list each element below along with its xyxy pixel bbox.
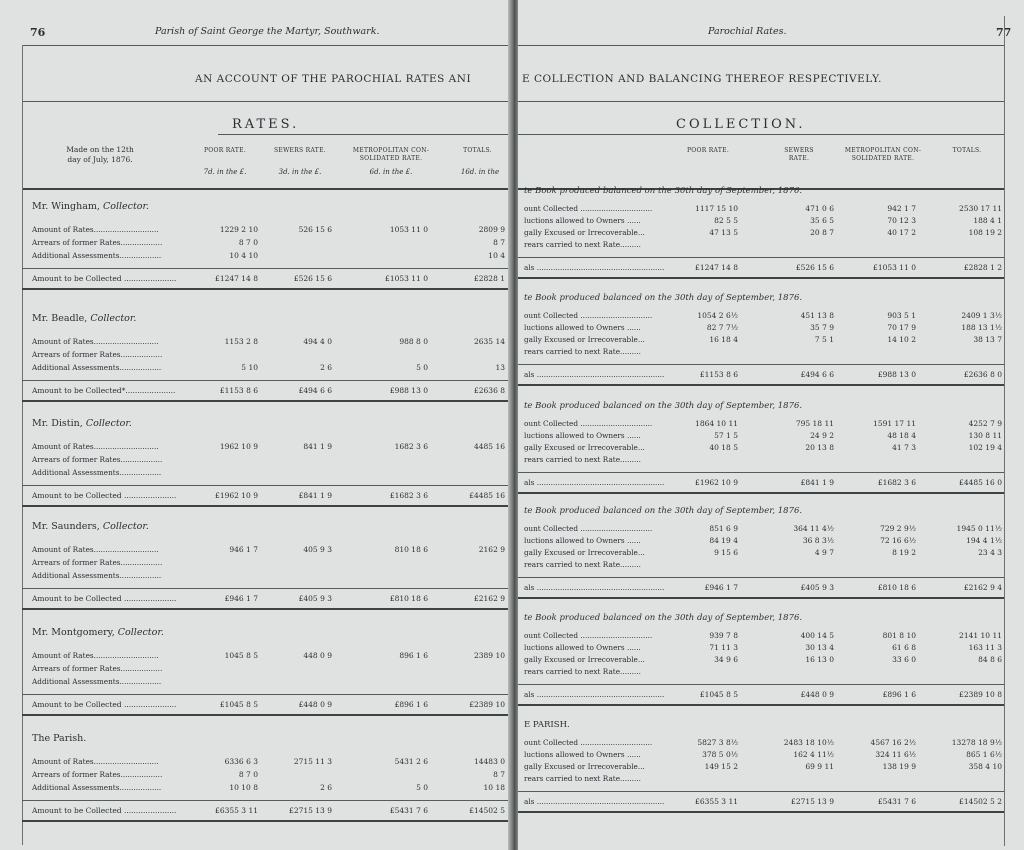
total-value: £5431 7 6 [389,806,428,815]
cell-value: 84 19 4 [709,536,738,545]
cell-value: 2530 17 11 [959,204,1002,213]
total-value: £1247 14 8 [215,274,258,283]
collector-surname: Mr. Distin, [32,418,83,429]
col-head-poor: POOR RATE. [203,147,247,154]
cell-value: 35 7 9 [810,323,834,332]
total-value: £2715 13 9 [289,806,332,815]
cell-value: 9 15 6 [714,548,738,557]
balance-note: te Book produced balanced on the 30th day of September, 1876. [524,401,803,411]
total-value: £1962 10 9 [215,491,258,500]
collector-name [32,313,136,324]
total-value: £1962 10 9 [695,478,738,487]
total-value: £988 13 0 [389,386,428,395]
cell-value: 1045 8 5 [224,651,258,660]
cell-value: 2715 11 3 [293,757,332,766]
cell-value: 1229 2 10 [219,225,258,234]
cell-value: 448 0 9 [303,651,332,660]
cell-value: 14483 0 [473,757,505,766]
total-value: £841 1 9 [800,478,834,487]
amount-to-be-collected: Amount to be Collected ...................... [32,491,177,500]
block-end-rule [518,704,1004,706]
totals-label: als ....................................................... [524,583,665,592]
collector-role: Collector. [102,521,149,532]
collection-heading: COLLECTION. [676,117,806,132]
block-rule [518,257,1004,258]
row-label: rears carried to next Rate......... [524,560,641,569]
cell-value: 2809 9 [478,225,505,234]
total-value: £1153 8 6 [219,386,258,395]
cell-value: 865 1 6½ [966,750,1002,759]
cell-value: 364 11 4½ [793,524,834,533]
cell-value: 13278 18 9½ [951,738,1002,747]
amount-to-be-collected: Amount to be Collected ...................... [32,594,177,603]
cell-value: 4252 7 9 [968,419,1002,428]
total-value: £6355 3 11 [695,797,738,806]
cell-value: 851 6 9 [709,524,738,533]
cell-value: 23 4 3 [978,548,1002,557]
header-bottom-rule [22,188,510,190]
cell-value: 2162 9 [478,545,505,554]
block-end-rule [518,597,1004,599]
rate-totals: 16d. in the [460,168,500,176]
cell-value: 24 9 2 [810,431,834,440]
collector-name [32,521,149,532]
collector-surname: The Parish. [32,733,87,744]
cell-value: 8 7 0 [238,770,258,779]
cell-value: 4567 16 2½ [870,738,916,747]
cell-value: 20 13 8 [805,443,834,452]
balance-note: te Book produced balanced on the 30th day of September, 1876. [524,186,803,196]
cell-value: 494 4 0 [303,337,332,346]
cell-value: 1117 15 10 [695,204,738,213]
amount-to-be-collected: Amount to be Collected ...................... [32,806,177,815]
block-rule [518,364,1004,365]
balance-note: te Book produced balanced on the 30th day of September, 1876. [524,613,803,623]
total-value: £2389 10 [469,700,505,709]
cell-value: 10 10 8 [229,783,258,792]
col-head-sewers: SEWERS RATE. [784,147,814,162]
cell-value: 1864 10 11 [695,419,738,428]
cell-value: 108 19 2 [968,228,1002,237]
cell-value: 810 18 6 [394,545,428,554]
total-value: £988 13 0 [877,370,916,379]
row-label: Amount of Rates............................ [32,337,159,346]
section-rule [518,134,1004,135]
cell-value: 8 19 2 [892,548,916,557]
total-value: £5431 7 6 [877,797,916,806]
cell-value: 841 1 9 [303,442,332,451]
row-label: Additional Assessments.................. [32,677,162,686]
cell-value: 1153 2 8 [224,337,258,346]
row-label: rears carried to next Rate......... [524,774,641,783]
row-label: Additional Assessments.................. [32,363,162,372]
cell-value: 194 4 1½ [966,536,1002,545]
total-value: £1045 8 5 [699,690,738,699]
cell-value: 4485 16 [473,442,505,451]
right-border [1004,16,1005,846]
header-rule [22,45,510,46]
block-end-rule [518,277,1004,279]
amount-to-be-collected: Amount to be Collected ...................... [32,274,177,283]
made-on-note: Made on the 12th day of July, 1876. [66,145,134,164]
cell-value: 102 19 4 [968,443,1002,452]
total-value: £1045 8 5 [219,700,258,709]
cell-value: 71 11 3 [709,643,738,652]
title-rule [518,101,1004,102]
block-rule [22,485,510,486]
row-label: Amount of Rates............................ [32,442,159,451]
total-value: £526 15 6 [293,274,332,283]
running-head: Parochial Rates. [708,26,787,37]
cell-value: 70 17 9 [887,323,916,332]
row-label: gally Excused or Irrecoverable... [524,335,645,344]
block-rule [518,684,1004,685]
cell-value: 41 7 3 [892,443,916,452]
row-label: ount Collected ............................... [524,631,653,640]
cell-value: 400 14 5 [800,631,834,640]
row-label: rears carried to next Rate......... [524,455,641,464]
row-label: Arrears of former Rates.................. [32,455,163,464]
row-label: Additional Assessments.................. [32,571,162,580]
cell-value: 801 8 10 [882,631,916,640]
left-page [0,0,510,850]
row-label: gally Excused or Irrecoverable... [524,443,645,452]
block-rule [22,800,510,801]
row-label: Additional Assessments.................. [32,468,162,477]
header-rule [518,45,1004,46]
total-value: £2828 1 [473,274,505,283]
total-value: £14502 5 [469,806,505,815]
total-value: £810 18 6 [389,594,428,603]
totals-label: als ....................................................... [524,263,665,272]
amount-to-be-collected: Amount to be Collected ...................... [32,700,177,709]
row-label: gally Excused or Irrecoverable... [524,228,645,237]
cell-value: 378 5 0½ [702,750,738,759]
cell-value: 69 9 11 [805,762,834,771]
balance-note: E PARISH. [524,720,570,730]
cell-value: 2483 18 10½ [783,738,834,747]
block-end-rule [22,505,510,507]
cell-value: 795 18 11 [795,419,834,428]
cell-value: 4 9 7 [814,548,834,557]
row-label: rears carried to next Rate......... [524,667,641,676]
total-value: £2162 9 [473,594,505,603]
cell-value: 358 4 10 [968,762,1002,771]
cell-value: 5 0 [416,363,428,372]
block-rule [518,577,1004,578]
col-head-metropolitan: METROPOLITAN CON- SOLIDATED RATE. [844,147,922,162]
block-end-rule [518,811,1004,813]
balance-note: te Book produced balanced on the 30th day of September, 1876. [524,506,803,516]
total-value: £946 1 7 [224,594,258,603]
cell-value: 8 7 0 [238,238,258,247]
col-head-sewers: SEWERS RATE. [274,147,326,154]
collector-name [32,733,86,744]
cell-value: 1962 10 9 [219,442,258,451]
rates-heading: RATES. [232,117,300,132]
left-border [22,45,23,845]
block-end-rule [22,288,510,290]
cell-value: 16 18 4 [709,335,738,344]
cell-value: 942 1 7 [887,204,916,213]
row-label: ount Collected ............................... [524,311,653,320]
row-label: luctions allowed to Owners ...... [524,431,641,440]
totals-label: als ....................................................... [524,797,665,806]
cell-value: 61 6 8 [892,643,916,652]
row-label: Additional Assessments.................. [32,251,162,260]
cell-value: 14 10 2 [887,335,916,344]
cell-value: 1945 0 11½ [956,524,1002,533]
cell-value: 57 1 5 [714,431,738,440]
collector-surname: Mr. Beadle, [32,313,88,324]
rate-metropolitan: 6d. in the £. [369,168,413,176]
total-value: £1053 11 0 [873,263,916,272]
total-value: £896 1 6 [394,700,428,709]
row-label: luctions allowed to Owners ...... [524,323,641,332]
totals-label: als ....................................................... [524,478,665,487]
total-value: £494 6 6 [298,386,332,395]
total-value: £2162 9 4 [963,583,1002,592]
total-value: £405 9 3 [298,594,332,603]
block-end-rule [518,384,1004,386]
running-head: Parish of Saint George the Martyr, Southwark. [155,26,380,37]
rate-poor: 7d. in the £. [203,168,247,176]
cell-value: 16 13 0 [805,655,834,664]
balance-note: te Book produced balanced on the 30th day of September, 1876. [524,293,803,303]
cell-value: 903 5 1 [887,311,916,320]
cell-value: 8 7 [493,238,505,247]
total-value: £2389 10 8 [959,690,1002,699]
cell-value: 8 7 [493,770,505,779]
block-rule [518,472,1004,473]
cell-value: 48 18 4 [887,431,916,440]
total-value: £2636 8 0 [963,370,1002,379]
rate-sewers: 3d. in the £. [278,168,322,176]
cell-value: 10 4 [488,251,505,260]
collector-surname: Mr. Saunders, [32,521,100,532]
block-rule [22,380,510,381]
total-value: £1682 3 6 [877,478,916,487]
cell-value: 188 13 1½ [961,323,1002,332]
row-label: gally Excused or Irrecoverable... [524,548,645,557]
col-head-totals: TOTALS. [463,147,492,154]
total-value: £14502 5 2 [959,797,1002,806]
cell-value: 526 15 6 [298,225,332,234]
cell-value: 988 8 0 [399,337,428,346]
section-rule [218,134,510,135]
cell-value: 130 8 11 [968,431,1002,440]
col-head-metropolitan: METROPOLITAN CON- SOLIDATED RATE. [352,147,430,162]
right-page [518,0,1024,850]
account-title: E COLLECTION AND BALANCING THEREOF RESPECTIVELY. [522,73,883,85]
cell-value: 7 5 1 [814,335,834,344]
cell-value: 405 9 3 [303,545,332,554]
collector-surname: Mr. Montgomery, [32,627,115,638]
total-value: £6355 3 11 [215,806,258,815]
cell-value: 40 18 5 [709,443,738,452]
cell-value: 324 11 6½ [875,750,916,759]
row-label: ount Collected ............................... [524,419,653,428]
cell-value: 2389 10 [473,651,505,660]
cell-value: 33 6 0 [892,655,916,664]
cell-value: 2635 14 [473,337,505,346]
cell-value: 451 13 8 [800,311,834,320]
total-value: £4485 16 0 [959,478,1002,487]
total-value: £2828 1 2 [963,263,1002,272]
cell-value: 82 5 5 [714,216,738,225]
cell-value: 896 1 6 [399,651,428,660]
totals-label: als ....................................................... [524,370,665,379]
cell-value: 20 8 7 [810,228,834,237]
cell-value: 162 4 11½ [793,750,834,759]
cell-value: 6336 6 3 [224,757,258,766]
row-label: Amount of Rates............................ [32,545,159,554]
total-value: £448 0 9 [800,690,834,699]
collector-role: Collector. [117,627,164,638]
collector-name [32,627,164,638]
collector-name [32,418,132,429]
totals-label: als ....................................................... [524,690,665,699]
cell-value: 1053 11 0 [389,225,428,234]
block-end-rule [518,492,1004,494]
row-label: gally Excused or Irrecoverable... [524,762,645,771]
cell-value: 471 0 6 [805,204,834,213]
row-label: rears carried to next Rate......... [524,347,641,356]
cell-value: 1054 2 6½ [697,311,738,320]
total-value: £448 0 9 [298,700,332,709]
total-value: £4485 16 [469,491,505,500]
cell-value: 149 15 2 [704,762,738,771]
cell-value: 939 7 8 [709,631,738,640]
cell-value: 138 19 9 [882,762,916,771]
total-value: £1247 14 8 [695,263,738,272]
total-value: £1053 11 0 [385,274,428,283]
block-rule [22,694,510,695]
row-label: Arrears of former Rates.................. [32,558,163,567]
row-label: ount Collected ............................... [524,204,653,213]
cell-value: 35 6 5 [810,216,834,225]
cell-value: 2141 10 11 [959,631,1002,640]
total-value: £1153 8 6 [699,370,738,379]
cell-value: 163 11 3 [968,643,1002,652]
block-rule [22,588,510,589]
total-value: £841 1 9 [298,491,332,500]
cell-value: 2 6 [320,363,332,372]
cell-value: 72 16 6½ [880,536,916,545]
total-value: £896 1 6 [882,690,916,699]
block-end-rule [22,820,510,822]
cell-value: 188 4 1 [973,216,1002,225]
block-end-rule [22,714,510,716]
row-label: ount Collected ............................... [524,738,653,747]
cell-value: 82 7 7½ [706,323,738,332]
cell-value: 5431 2 6 [394,757,428,766]
cell-value: 40 17 2 [887,228,916,237]
cell-value: 38 13 7 [973,335,1002,344]
cell-value: 10 18 [483,783,505,792]
total-value: £494 6 6 [800,370,834,379]
row-label: Amount of Rates............................ [32,757,159,766]
total-value: £526 15 6 [795,263,834,272]
cell-value: 5 0 [416,783,428,792]
row-label: Additional Assessments.................. [32,783,162,792]
block-end-rule [22,608,510,610]
row-label: Amount of Rates............................ [32,651,159,660]
total-value: £1682 3 6 [389,491,428,500]
amount-to-be-collected: Amount to be Collected*..................... [32,386,176,395]
cell-value: 30 13 4 [805,643,834,652]
cell-value: 13 [495,363,505,372]
cell-value: 5 10 [241,363,258,372]
cell-value: 2 6 [320,783,332,792]
collector-surname: Mr. Wingham, [32,201,100,212]
row-label: luctions allowed to Owners ...... [524,643,641,652]
row-label: luctions allowed to Owners ...... [524,750,641,759]
row-label: luctions allowed to Owners ...... [524,216,641,225]
cell-value: 946 1 7 [229,545,258,554]
collector-name [32,201,149,212]
total-value: £405 9 3 [800,583,834,592]
page-number: 76 [30,26,46,39]
row-label: gally Excused or Irrecoverable... [524,655,645,664]
row-label: Arrears of former Rates.................. [32,664,163,673]
row-label: Arrears of former Rates.................. [32,238,163,247]
total-value: £946 1 7 [704,583,738,592]
total-value: £2715 13 9 [791,797,834,806]
block-rule [518,791,1004,792]
cell-value: 2409 1 3½ [961,311,1002,320]
row-label: luctions allowed to Owners ...... [524,536,641,545]
cell-value: 34 9 6 [714,655,738,664]
cell-value: 5827 3 8½ [697,738,738,747]
total-value: £810 18 6 [877,583,916,592]
cell-value: 729 2 9½ [880,524,916,533]
row-label: ount Collected ............................... [524,524,653,533]
cell-value: 84 8 6 [978,655,1002,664]
cell-value: 1682 3 6 [394,442,428,451]
collector-role: Collector. [85,418,132,429]
collector-role: Collector. [90,313,137,324]
total-value: £2636 8 [473,386,505,395]
account-title: AN ACCOUNT OF THE PAROCHIAL RATES ANI [195,73,472,85]
cell-value: 1591 17 11 [873,419,916,428]
row-label: rears carried to next Rate......... [524,240,641,249]
row-label: Amount of Rates............................ [32,225,159,234]
block-rule [22,268,510,269]
block-end-rule [22,400,510,402]
col-head-poor: POOR RATE. [686,147,730,154]
col-head-totals: TOTALS. [952,147,982,154]
row-label: Arrears of former Rates.................. [32,350,163,359]
page-number: 77 [996,26,1012,39]
row-label: Arrears of former Rates.................. [32,770,163,779]
cell-value: 47 13 5 [709,228,738,237]
cell-value: 70 12 3 [887,216,916,225]
title-rule [22,101,510,102]
cell-value: 36 8 3½ [802,536,834,545]
cell-value: 10 4 10 [229,251,258,260]
collector-role: Collector. [102,201,150,212]
